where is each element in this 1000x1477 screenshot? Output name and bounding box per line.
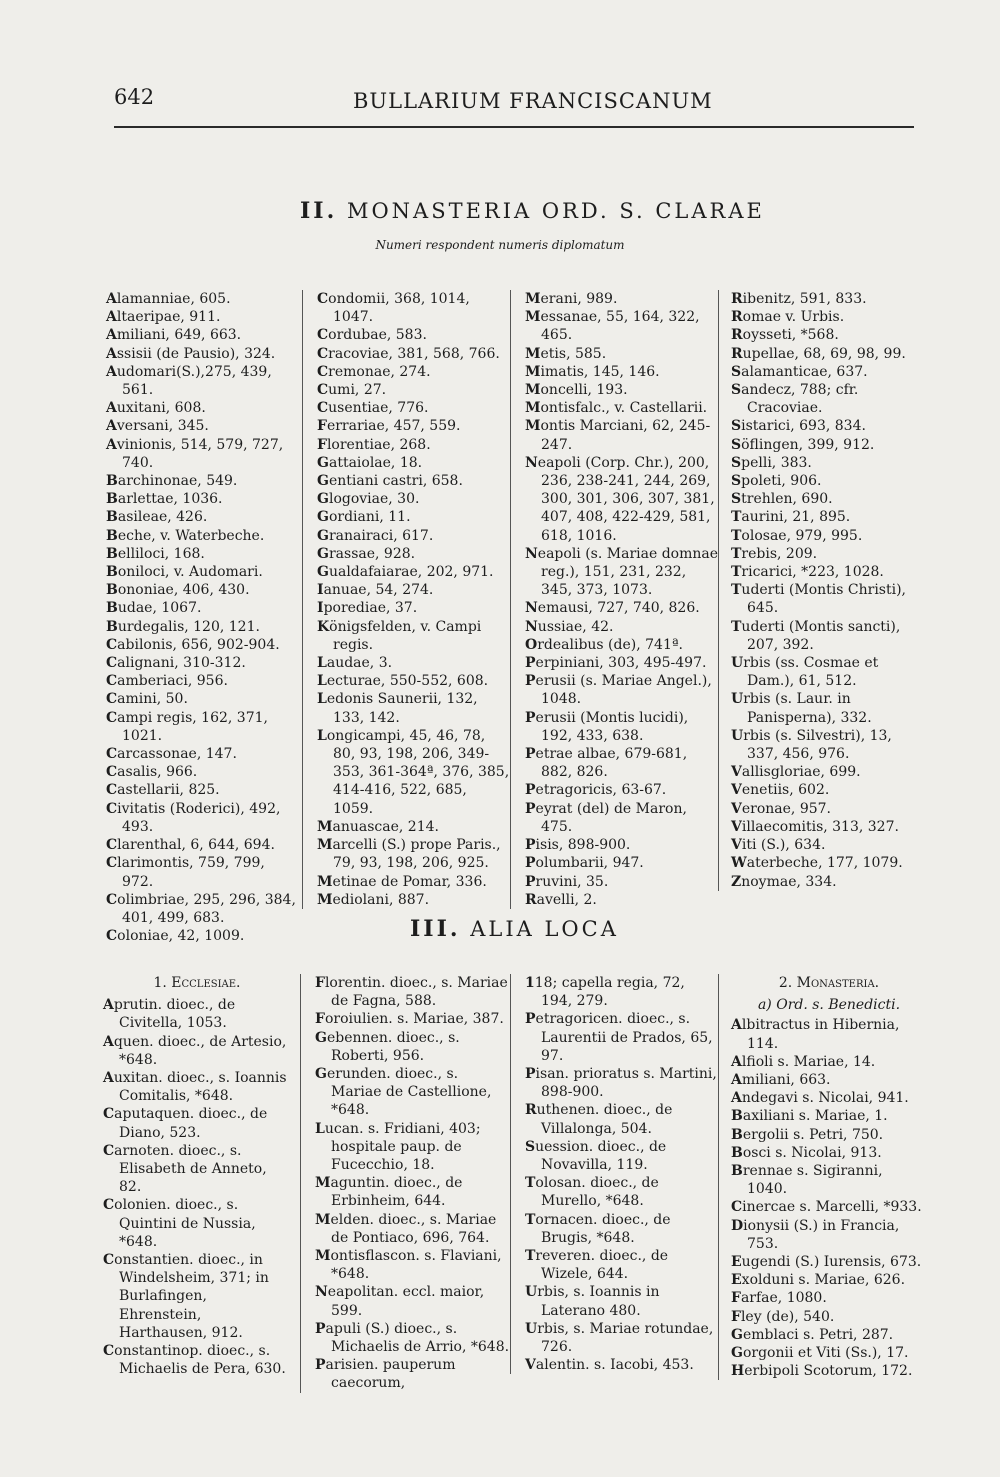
section-2-numeral: II. bbox=[300, 198, 338, 224]
index-entry: 118; capella regia, 72, 194, 279. bbox=[525, 975, 685, 1010]
index-entry: Foroiulien. s. Mariae, 387. bbox=[315, 1011, 504, 1028]
index-entry: Söflingen, 399, 912. bbox=[731, 436, 875, 453]
index-entry: Montisflascon. s. Flaviani, *648. bbox=[315, 1248, 502, 1283]
index-entry: Cremonae, 274. bbox=[317, 363, 431, 380]
index-entry: Mediolani, 887. bbox=[317, 891, 430, 908]
index-entry: Longicampi, 45, 46, 78, 80, 93, 198, 206, 349-353, 361-364ª, 376, 385, 414-416, 522, 685, 1059. bbox=[317, 727, 510, 817]
index-entry: Bergolii s. Petri, 750. bbox=[731, 1126, 884, 1143]
index-entry: Papuli (S.) dioec., s. Michaelis de Arrio, *648. bbox=[315, 1320, 510, 1356]
index-entry: Amiliani, 663. bbox=[731, 1072, 831, 1089]
index-entry: Aversani, 345. bbox=[106, 418, 209, 435]
index-entry: Perusii (Montis lucidi), 192, 433, 638. bbox=[525, 709, 689, 744]
index-entry: Exolduni s. Mariae, 626. bbox=[731, 1272, 906, 1289]
index-entry: Roysseti, *568. bbox=[731, 327, 839, 344]
index-entry: Urbis (s. Laur. in Panisperna), 332. bbox=[731, 691, 872, 726]
index-entry: Baxiliani s. Mariae, 1. bbox=[731, 1108, 888, 1125]
index-entry: Messanae, 55, 164, 322, 465. bbox=[525, 309, 700, 344]
index-entry: Znoymae, 334. bbox=[731, 873, 837, 890]
index-entry: Constantinop. dioec., s. Michaelis de Pera, 630. bbox=[103, 1343, 286, 1378]
index-entry: Boniloci, v. Audomari. bbox=[106, 564, 263, 581]
index-entry: Gebennen. dioec., s. Roberti, 956. bbox=[315, 1029, 460, 1064]
index-entry: Petragoricis, 63-67. bbox=[525, 782, 667, 799]
index-column bbox=[718, 290, 927, 891]
index-entry: Tricarici, *223, 1028. bbox=[731, 564, 884, 581]
index-entry: Salamanticae, 637. bbox=[731, 363, 868, 380]
index-entry: Carcassonae, 147. bbox=[106, 746, 237, 763]
index-entry: Spelli, 383. bbox=[731, 454, 812, 471]
index-column bbox=[302, 290, 511, 909]
index-entry: Civitatis (Roderici), 492, 493. bbox=[106, 800, 281, 835]
index-entry: Treveren. dioec., de Wizele, 644. bbox=[525, 1248, 669, 1283]
column-heading: 1. Ecclesiae. bbox=[153, 975, 241, 991]
index-entry: Metinae de Pomar, 336. bbox=[317, 873, 487, 890]
index-entry: Perpiniani, 303, 495-497. bbox=[525, 655, 707, 672]
index-entry: Camberiaci, 956. bbox=[106, 673, 228, 690]
index-entry: Tuderti (Montis Christi), 645. bbox=[731, 582, 907, 617]
index-entry: Neapolitan. eccl. maior, 599. bbox=[315, 1284, 485, 1319]
index-entry: Petrae albae, 679-681, 882, 826. bbox=[525, 746, 688, 781]
index-entry: Condomii, 368, 1014, 1047. bbox=[317, 291, 470, 326]
index-entry: Burdegalis, 120, 121. bbox=[106, 618, 260, 635]
column-heading: 2. Monasteria. bbox=[778, 975, 880, 991]
index-entry: Barchinonae, 549. bbox=[106, 473, 238, 490]
section-3-heading: ALIA LOCA bbox=[470, 917, 619, 941]
index-entry: Dionysii (S.) in Francia, 753. bbox=[731, 1217, 900, 1252]
index-entry: Avinionis, 514, 579, 727, 740. bbox=[106, 436, 284, 471]
index-entry: Tornacen. dioec., de Brugis, *648. bbox=[525, 1211, 671, 1246]
index-entry: Bosci s. Nicolai, 913. bbox=[731, 1144, 882, 1161]
index-entry: Melden. dioec., s. Mariae de Pontiaco, 696, 764. bbox=[315, 1211, 497, 1246]
index-entry: Polumbarii, 947. bbox=[525, 855, 644, 872]
index-entry: Nussiae, 42. bbox=[525, 618, 614, 635]
index-entry: Florentin. dioec., s. Mariae de Fagna, 588. bbox=[315, 975, 508, 1010]
index-entry: Urbis, s. Mariae rotundae, 726. bbox=[525, 1320, 714, 1356]
index-entry: Carnoten. dioec., s. Elisabeth de Anneto, 82. bbox=[103, 1142, 267, 1196]
header-rule bbox=[114, 126, 914, 128]
index-entry: Beche, v. Waterbeche. bbox=[106, 527, 265, 544]
index-entry: Caputaquen. dioec., de Diano, 523. bbox=[103, 1106, 268, 1141]
index-entry: Ordealibus (de), 741ª. bbox=[525, 636, 683, 653]
index-entry: Viti (S.), 634. bbox=[731, 837, 826, 854]
index-entry: Granairaci, 617. bbox=[317, 527, 434, 544]
index-entry: Glogoviae, 30. bbox=[317, 491, 420, 508]
index-entry: Andegavi s. Nicolai, 941. bbox=[731, 1090, 909, 1107]
index-entry: Clarenthal, 6, 644, 694. bbox=[106, 837, 275, 854]
index-entry: Aprutin. dioec., de Civitella, 1053. bbox=[103, 997, 236, 1032]
index-entry: Albitractus in Hibernia, 114. bbox=[731, 1017, 900, 1052]
index-entry: Cusentiae, 776. bbox=[317, 400, 429, 417]
index-column bbox=[106, 290, 300, 945]
index-entry: Camini, 50. bbox=[106, 691, 188, 708]
index-entry: Sandecz, 788; cfr. Cracoviae. bbox=[731, 382, 859, 417]
index-column bbox=[510, 974, 720, 1374]
index-entry: Petragoricen. dioec., s. Laurentii de Prados, 65, 97. bbox=[525, 1011, 713, 1064]
index-entry: Auxitan. dioec., s. Ioannis Comitalis, *648. bbox=[103, 1070, 287, 1105]
index-entry: Colonien. dioec., s. Quintini de Nussia, *648. bbox=[103, 1197, 256, 1250]
index-entry: Metis, 585. bbox=[525, 345, 607, 362]
index-entry: Montis Marciani, 62, 245-247. bbox=[525, 418, 711, 453]
page-number: 642 bbox=[114, 85, 155, 109]
index-entry: Montisfalc., v. Castellarii. bbox=[525, 400, 708, 417]
index-entry: Ianuae, 54, 274. bbox=[317, 582, 434, 599]
index-entry: Colimbriae, 295, 296, 384, 401, 499, 683. bbox=[106, 891, 296, 926]
index-entry: Merani, 989. bbox=[525, 291, 618, 307]
index-entry: Pruvini, 35. bbox=[525, 873, 609, 890]
index-entry: Iporediae, 37. bbox=[317, 600, 418, 617]
index-entry: Suession. dioec., de Novavilla, 119. bbox=[525, 1138, 667, 1174]
index-entry: Cumi, 27. bbox=[317, 382, 387, 399]
index-entry: Vallisgloriae, 699. bbox=[731, 764, 861, 781]
index-entry: Ravelli, 2. bbox=[525, 891, 597, 908]
index-entry: Bononiae, 406, 430. bbox=[106, 582, 250, 599]
index-column bbox=[510, 290, 720, 909]
index-entry: Alfioli s. Mariae, 14. bbox=[731, 1053, 876, 1070]
index-entry: Lucan. s. Fridiani, 403; hospitale paup. de Fucecchio, 18. bbox=[315, 1120, 481, 1174]
index-entry: Neapoli (Corp. Chr.), 200, 236, 238-241, 244, 269, 300, 301, 306, 307, 381, 407, 408, 422-429, 581, 618, 1016. bbox=[525, 454, 715, 544]
index-entry: Alamanniae, 605. bbox=[106, 291, 231, 307]
index-entry: Rupellae, 68, 69, 98, 99. bbox=[731, 345, 906, 362]
index-entry: Venetiis, 602. bbox=[731, 782, 830, 799]
section-2-heading: MONASTERIA ORD. S. CLARAE bbox=[346, 199, 765, 223]
index-entry: Nemausi, 727, 740, 826. bbox=[525, 600, 700, 617]
index-entry: Aquen. dioec., de Artesio, *648. bbox=[103, 1033, 287, 1068]
index-entry: Amiliani, 649, 663. bbox=[106, 327, 242, 344]
index-entry: Maguntin. dioec., de Erbinheim, 644. bbox=[315, 1175, 463, 1210]
index-entry: Strehlen, 690. bbox=[731, 491, 833, 508]
index-entry: Villaecomitis, 313, 327. bbox=[731, 818, 899, 835]
index-entry: Spoleti, 906. bbox=[731, 473, 822, 490]
index-entry: Cabilonis, 656, 902-904. bbox=[106, 636, 280, 653]
index-entry: Peyrat (del) de Maron, 475. bbox=[525, 800, 687, 835]
index-entry: Neapoli (s. Mariae domnae reg.), 151, 231, 232, 345, 373, 1073. bbox=[525, 545, 719, 599]
index-entry: Trebis, 209. bbox=[731, 545, 818, 562]
index-entry: Budae, 1067. bbox=[106, 600, 202, 617]
section-3-numeral: III. bbox=[410, 916, 461, 942]
index-entry: Ribenitz, 591, 833. bbox=[731, 291, 867, 307]
section-2-note: Numeri respondent numeris diplomatum bbox=[375, 238, 625, 252]
index-entry: Veronae, 957. bbox=[731, 800, 832, 817]
index-entry: Coloniae, 42, 1009. bbox=[106, 928, 245, 945]
index-entry: Farfae, 1080. bbox=[731, 1290, 827, 1307]
index-entry: Ferrariae, 457, 559. bbox=[317, 418, 461, 435]
index-entry: Tolosan. dioec., de Murello, *648. bbox=[525, 1175, 659, 1210]
index-column bbox=[300, 974, 512, 1393]
index-entry: Sistarici, 693, 834. bbox=[731, 418, 866, 435]
index-entry: Moncelli, 193. bbox=[525, 382, 628, 399]
index-entry: Tuderti (Montis sancti), 207, 392. bbox=[731, 618, 901, 653]
index-entry: Ledonis Saunerii, 132, 133, 142. bbox=[317, 691, 478, 726]
index-entry: Romae v. Urbis. bbox=[731, 309, 845, 326]
index-entry: Cordubae, 583. bbox=[317, 327, 427, 344]
index-entry: Cracoviae, 381, 568, 766. bbox=[317, 345, 500, 362]
index-entry: Eugendi (S.) Iurensis, 673. bbox=[731, 1254, 922, 1271]
index-entry: Gentiani castri, 658. bbox=[317, 473, 463, 490]
index-entry: Perusii (s. Mariae Angel.), 1048. bbox=[525, 673, 712, 708]
running-title: BULLARIUM FRANCISCANUM bbox=[353, 89, 713, 113]
index-entry: Pisan. prioratus s. Martini, 898-900. bbox=[525, 1066, 717, 1101]
index-entry: Lecturae, 550-552, 608. bbox=[317, 673, 489, 690]
index-entry: Basileae, 426. bbox=[106, 509, 208, 526]
index-entry: Auxitani, 608. bbox=[106, 400, 206, 417]
index-entry: Marcelli (S.) prope Paris., 79, 93, 198, 206, 925. bbox=[317, 837, 501, 872]
index-entry: Gorgonii et Viti (Ss.), 17. bbox=[731, 1345, 909, 1362]
index-column bbox=[718, 974, 927, 1380]
column-subheading: a) Ord. s. Benedicti. bbox=[757, 997, 901, 1014]
index-entry: Belliloci, 168. bbox=[106, 545, 205, 562]
index-entry: Campi regis, 162, 371, 1021. bbox=[106, 709, 268, 744]
index-entry: Ruthenen. dioec., de Villalonga, 504. bbox=[525, 1102, 673, 1137]
index-entry: Mimatis, 145, 146. bbox=[525, 363, 660, 380]
index-entry: Casalis, 966. bbox=[106, 764, 198, 781]
index-entry: Gerunden. dioec., s. Mariae de Castellione, *648. bbox=[315, 1066, 492, 1119]
index-entry: Tolosae, 979, 995. bbox=[731, 527, 863, 544]
index-entry: Pisis, 898-900. bbox=[525, 837, 631, 854]
index-entry: Valentin. s. Iacobi, 453. bbox=[525, 1357, 694, 1374]
index-entry: Gattaiolae, 18. bbox=[317, 454, 423, 471]
index-entry: Barlettae, 1036. bbox=[106, 491, 223, 508]
index-entry: Waterbeche, 177, 1079. bbox=[731, 855, 903, 872]
index-entry: Clarimontis, 759, 799, 972. bbox=[106, 855, 265, 890]
section-3-title bbox=[410, 916, 619, 942]
index-entry: Laudae, 3. bbox=[317, 655, 393, 672]
index-entry: Castellarii, 825. bbox=[106, 782, 220, 799]
index-entry: Altaeripae, 911. bbox=[106, 309, 221, 326]
index-entry: Audomari(S.),275, 439, 561. bbox=[106, 363, 272, 399]
index-entry: Florentiae, 268. bbox=[317, 436, 431, 453]
index-entry: Calignani, 310-312. bbox=[106, 655, 246, 672]
index-entry: Urbis, s. Ioannis in Laterano 480. bbox=[525, 1284, 660, 1319]
index-entry: Cinercae s. Marcelli, *933. bbox=[731, 1199, 922, 1216]
section-2-title bbox=[300, 198, 765, 224]
index-entry: Grassae, 928. bbox=[317, 545, 416, 562]
index-entry: Fley (de), 540. bbox=[731, 1308, 835, 1325]
index-entry: Herbipoli Scotorum, 172. bbox=[731, 1363, 913, 1380]
index-entry: Brennae s. Sigiranni, 1040. bbox=[731, 1163, 883, 1198]
index-column bbox=[103, 974, 291, 1378]
index-entry: Parisien. pauperum caecorum, bbox=[315, 1357, 456, 1392]
index-entry: Constantien. dioec., in Windelsheim, 371; in Burlafingen, Ehrenstein, Harthausen, 912. bbox=[103, 1252, 269, 1341]
index-entry: Urbis (ss. Cosmae et Dam.), 61, 512. bbox=[731, 655, 879, 690]
index-entry: Gordiani, 11. bbox=[317, 509, 411, 526]
index-entry: Gualdafaiarae, 202, 971. bbox=[317, 564, 494, 581]
index-entry: Urbis (s. Silvestri), 13, 337, 456, 976. bbox=[731, 727, 892, 763]
index-entry: Gemblaci s. Petri, 287. bbox=[731, 1326, 894, 1343]
index-entry: Manuascae, 214. bbox=[317, 818, 439, 835]
index-entry: Taurini, 21, 895. bbox=[731, 509, 851, 526]
index-entry: Königsfelden, v. Campi regis. bbox=[317, 618, 482, 653]
index-entry: Assisii (de Pausio), 324. bbox=[106, 345, 276, 362]
